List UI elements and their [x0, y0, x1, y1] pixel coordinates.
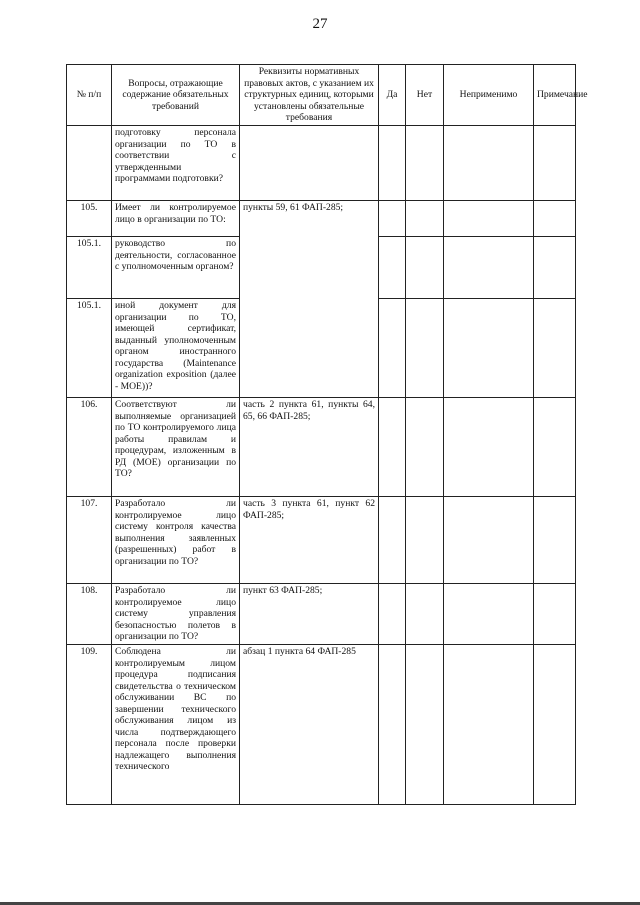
row-number: [67, 126, 112, 201]
cell-note[interactable]: [534, 126, 576, 201]
row-number: 106.: [67, 398, 112, 497]
cell-note[interactable]: [534, 201, 576, 237]
table-row: [67, 645, 576, 805]
row-number: 105.: [67, 201, 112, 237]
row-reference: часть 3 пункта 61, пункт 62 ФАП-285;: [240, 497, 379, 584]
table-row: [67, 126, 576, 201]
cell-yes[interactable]: [379, 201, 406, 237]
cell-no[interactable]: [406, 398, 444, 497]
header-no: Нет: [406, 65, 444, 126]
cell-yes[interactable]: [379, 299, 406, 398]
table-row: [67, 584, 576, 645]
row-reference: абзац 1 пункта 64 ФАП-285: [240, 645, 379, 805]
requirements-table: [66, 64, 588, 805]
cell-no[interactable]: [406, 237, 444, 299]
cell-yes[interactable]: [379, 584, 406, 645]
row-reference: часть 2 пункта 61, пункты 64, 65, 66 ФАП-285;: [240, 398, 379, 497]
row-reference: пункты 59, 61 ФАП-285;: [240, 201, 379, 398]
cell-note[interactable]: [534, 237, 576, 299]
cell-not-applicable[interactable]: [444, 497, 534, 584]
header-requisites: Реквизиты нормативных правовых актов, с указанием их структурных единиц, которыми установлены обязательные требования: [240, 65, 379, 126]
cell-not-applicable[interactable]: [444, 201, 534, 237]
table-header-row: [67, 65, 576, 126]
row-question: Соответствуют ли выполняемые организацией по ТО контролируемого лица работы правилам и процедурам, изложенным в РД (MOE) организации по ТО?: [112, 398, 240, 497]
header-yes: Да: [379, 65, 406, 126]
row-reference: пункт 63 ФАП-285;: [240, 584, 379, 645]
cell-note[interactable]: [534, 398, 576, 497]
row-question: Разработало ли контролируемое лицо систему контроля качества выполнения заявленных (разрешенных) работ в организации по ТО?: [112, 497, 240, 584]
cell-note[interactable]: [534, 299, 576, 398]
cell-note[interactable]: [534, 584, 576, 645]
page-number: 27: [312, 16, 328, 32]
cell-yes[interactable]: [379, 398, 406, 497]
row-number: 109.: [67, 645, 112, 805]
row-number: 108.: [67, 584, 112, 645]
cell-no[interactable]: [406, 497, 444, 584]
cell-no[interactable]: [406, 584, 444, 645]
cell-no[interactable]: [406, 299, 444, 398]
cell-no[interactable]: [406, 645, 444, 805]
row-question: иной документ для организации по ТО, имеющей сертификат, выданный уполномоченным органом иностранного государства (Maintenance organization exposition (далее - MOE))?: [112, 299, 240, 398]
cell-not-applicable[interactable]: [444, 645, 534, 805]
row-reference: [240, 126, 379, 201]
cell-yes[interactable]: [379, 645, 406, 805]
cell-no[interactable]: [406, 126, 444, 201]
table-row: [67, 497, 576, 584]
row-number: 107.: [67, 497, 112, 584]
cell-no[interactable]: [406, 201, 444, 237]
header-not-applicable: Неприменимо: [444, 65, 534, 126]
cell-not-applicable[interactable]: [444, 237, 534, 299]
cell-yes[interactable]: [379, 237, 406, 299]
row-number: 105.1.: [67, 299, 112, 398]
header-note: Примечание: [534, 65, 576, 126]
row-question: подготовку персонала организации по ТО в соответствии с утвержденными программами подготовки?: [112, 126, 240, 201]
cell-yes[interactable]: [379, 497, 406, 584]
cell-note[interactable]: [534, 497, 576, 584]
cell-not-applicable[interactable]: [444, 126, 534, 201]
cell-yes[interactable]: [379, 126, 406, 201]
row-number: 105.1.: [67, 237, 112, 299]
row-question: руководство по деятельности, согласованное с уполномоченным органом?: [112, 237, 240, 299]
cell-not-applicable[interactable]: [444, 398, 534, 497]
header-number: № п/п: [67, 65, 112, 126]
table-row: [67, 201, 576, 237]
row-question: Разработало ли контролируемое лицо систему управления безопасностью полетов в организации по ТО?: [112, 584, 240, 645]
table-row: [67, 398, 576, 497]
header-questions: Вопросы, отражающие содержание обязательных требований: [112, 65, 240, 126]
row-question: Имеет ли контролируемое лицо в организации по ТО:: [112, 201, 240, 237]
row-question: Соблюдена ли контролируемым лицом процедура подписания свидетельства о техническом обслуживании ВС по завершении технического обслуживания лицом из числа подтверждающего персонала после проверки надлежащего выполнения технического: [112, 645, 240, 805]
cell-not-applicable[interactable]: [444, 299, 534, 398]
cell-not-applicable[interactable]: [444, 584, 534, 645]
cell-note[interactable]: [534, 645, 576, 805]
